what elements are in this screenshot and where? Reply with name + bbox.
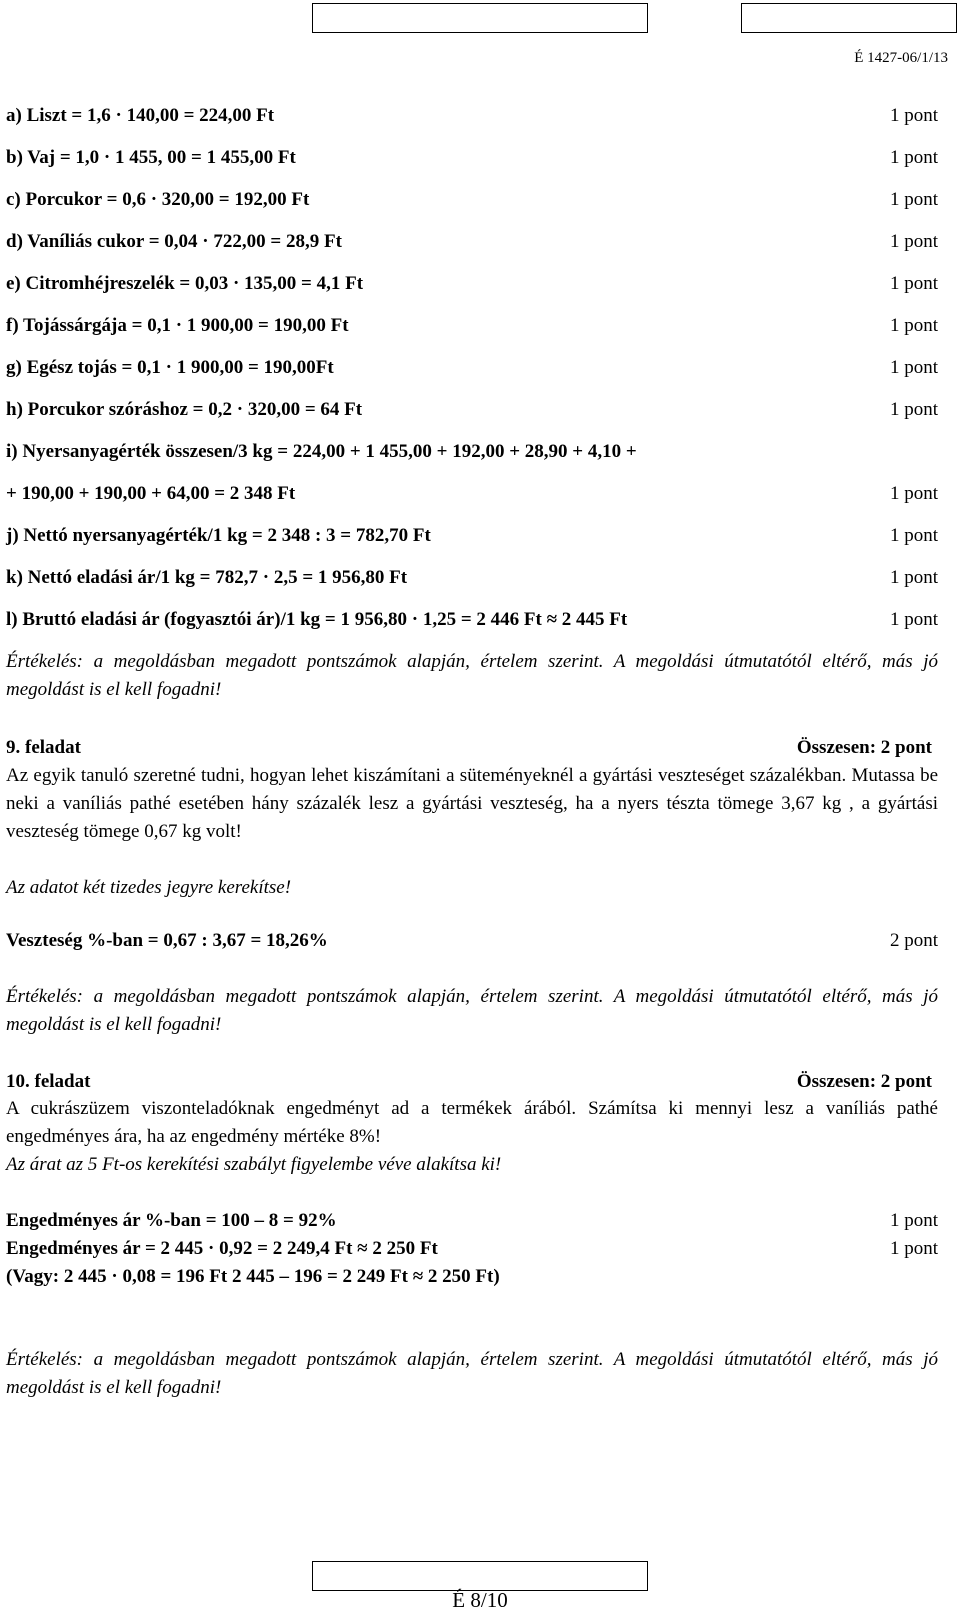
calc-row-text: + 190,00 + 190,00 + 64,00 = 2 348 Ft (6, 483, 296, 504)
calc-row (6, 143, 938, 173)
calc-row-text: k) Nettó eladási ár/1 kg = 782,7 · 2,5 = 1 956,80 Ft (6, 567, 408, 588)
calc-row (6, 437, 938, 467)
header-box-right (741, 3, 957, 33)
task9-total: Összesen: 2 pont (796, 737, 932, 758)
evaluation-note: Értékelés: a megoldásban megadott pontszámok alapján, értelem szerint. A megoldási útmutatótól eltérő, más jó megoldást is el kell fogadni! (6, 1349, 938, 1398)
task9-title: 9. feladat (6, 737, 81, 758)
calc-row-text: h) Porcukor szóráshoz = 0,2 · 320,00 = 64 Ft (6, 399, 363, 420)
document-code: É 1427-06/1/13 (854, 50, 948, 66)
task9-note: Az adatot két tizedes jegyre kerekítse! (6, 877, 292, 898)
calc-row-text: e) Citromhéjreszelék = 0,03 · 135,00 = 4,1 Ft (6, 273, 364, 294)
calc-row (6, 101, 938, 131)
calc-row-text: g) Egész tojás = 0,1 · 1 900,00 = 190,00Ft (6, 357, 334, 378)
task10-answer (6, 1206, 938, 1236)
calc-row-text: i) Nyersanyagérték összesen/3 kg = 224,00 + 1 455,00 + 192,00 + 28,90 + 4,10 + (6, 441, 637, 462)
calc-row-points: 1 pont (889, 357, 938, 378)
calc-row-text: d) Vaníliás cukor = 0,04 · 722,00 = 28,9 Ft (6, 231, 342, 252)
evaluation-note: Értékelés: a megoldásban megadott pontszámok alapján, értelem szerint. A megoldási útmutatótól eltérő, más jó megoldást is el kell fogadni! (6, 651, 938, 700)
calc-row-points: 1 pont (889, 525, 938, 546)
footer-box (312, 1561, 648, 1591)
task9-answer-text: Veszteség %-ban = 0,67 : 3,67 = 18,26% (6, 930, 328, 951)
calc-row (6, 311, 938, 341)
calc-row (6, 269, 938, 299)
task10-title: 10. feladat (6, 1071, 91, 1092)
task10-heading (6, 1068, 932, 1096)
calc-row-points: 1 pont (889, 273, 938, 294)
evaluation-note: Értékelés: a megoldásban megadott pontszámok alapján, értelem szerint. A megoldási útmutatótól eltérő, más jó megoldást is el kell fogadni! (6, 986, 938, 1035)
calc-row (6, 563, 938, 593)
task9-heading (6, 734, 932, 762)
calc-row-points: 1 pont (889, 105, 938, 126)
calc-row-points: 1 pont (889, 231, 938, 252)
task10-answer-text: (Vagy: 2 445 · 0,08 = 196 Ft 2 445 – 196 = 2 249 Ft ≈ 2 250 Ft) (6, 1266, 500, 1287)
calc-row-points: 1 pont (889, 399, 938, 420)
task10-answer-text: Engedményes ár = 2 445 · 0,92 = 2 249,4 Ft ≈ 2 250 Ft (6, 1238, 438, 1259)
calc-row (6, 395, 938, 425)
calc-row-points: 1 pont (889, 567, 938, 588)
calc-row (6, 185, 938, 215)
task9-body: Az egyik tanuló szeretné tudni, hogyan lehet kiszámítani a süteményeknél a gyártási veszteséget százalékban. Mutassa be neki a vaníliás pathé esetében hány százalék lesz a gyártási veszteség, ha a nyers tészta tömege 3,67 kg , a gyártási veszteség tömege 0,67 kg volt! (6, 765, 938, 842)
calc-row-points: 1 pont (889, 483, 938, 504)
calc-row (6, 353, 938, 383)
task10-answer-points: 1 pont (889, 1238, 938, 1259)
task10-answer-points: 1 pont (889, 1210, 938, 1231)
calc-row-text: a) Liszt = 1,6 · 140,00 = 224,00 Ft (6, 105, 275, 126)
calc-row (6, 479, 938, 509)
task10-body: A cukrászüzem viszonteladóknak engedményt ad a termékek árából. Számítsa ki mennyi lesz a vaníliás pathé engedményes ára, ha az engedmény mértéke 8%! (6, 1098, 938, 1147)
header-box-left (312, 3, 648, 33)
calc-row-text: f) Tojássárgája = 0,1 · 1 900,00 = 190,00 Ft (6, 315, 349, 336)
calc-row-text: b) Vaj = 1,0 · 1 455, 00 = 1 455,00 Ft (6, 147, 296, 168)
task10-note: Az árat az 5 Ft-os kerekítési szabályt figyelembe véve alakítsa ki! (6, 1154, 502, 1175)
task10-total: Összesen: 2 pont (796, 1071, 932, 1092)
task10-answer-text: Engedményes ár %-ban = 100 – 8 = 92% (6, 1210, 337, 1231)
calc-row (6, 521, 938, 551)
task9-answer (6, 926, 938, 956)
task9-answer-points: 2 pont (889, 930, 938, 951)
calc-row (6, 605, 938, 635)
task10-answer (6, 1234, 938, 1264)
page-number: É 8/10 (452, 1588, 508, 1612)
calc-row-points: 1 pont (889, 189, 938, 210)
task10-answer (6, 1262, 938, 1292)
calc-row-points: 1 pont (889, 147, 938, 168)
calc-row-text: j) Nettó nyersanyagérték/1 kg = 2 348 : 3 = 782,70 Ft (6, 525, 431, 546)
calc-row (6, 227, 938, 257)
calc-row-points: 1 pont (889, 315, 938, 336)
calc-row-text: l) Bruttó eladási ár (fogyasztói ár)/1 kg = 1 956,80 · 1,25 = 2 446 Ft ≈ 2 445 Ft (6, 609, 628, 630)
calc-row-text: c) Porcukor = 0,6 · 320,00 = 192,00 Ft (6, 189, 310, 210)
calc-row-points: 1 pont (889, 609, 938, 630)
